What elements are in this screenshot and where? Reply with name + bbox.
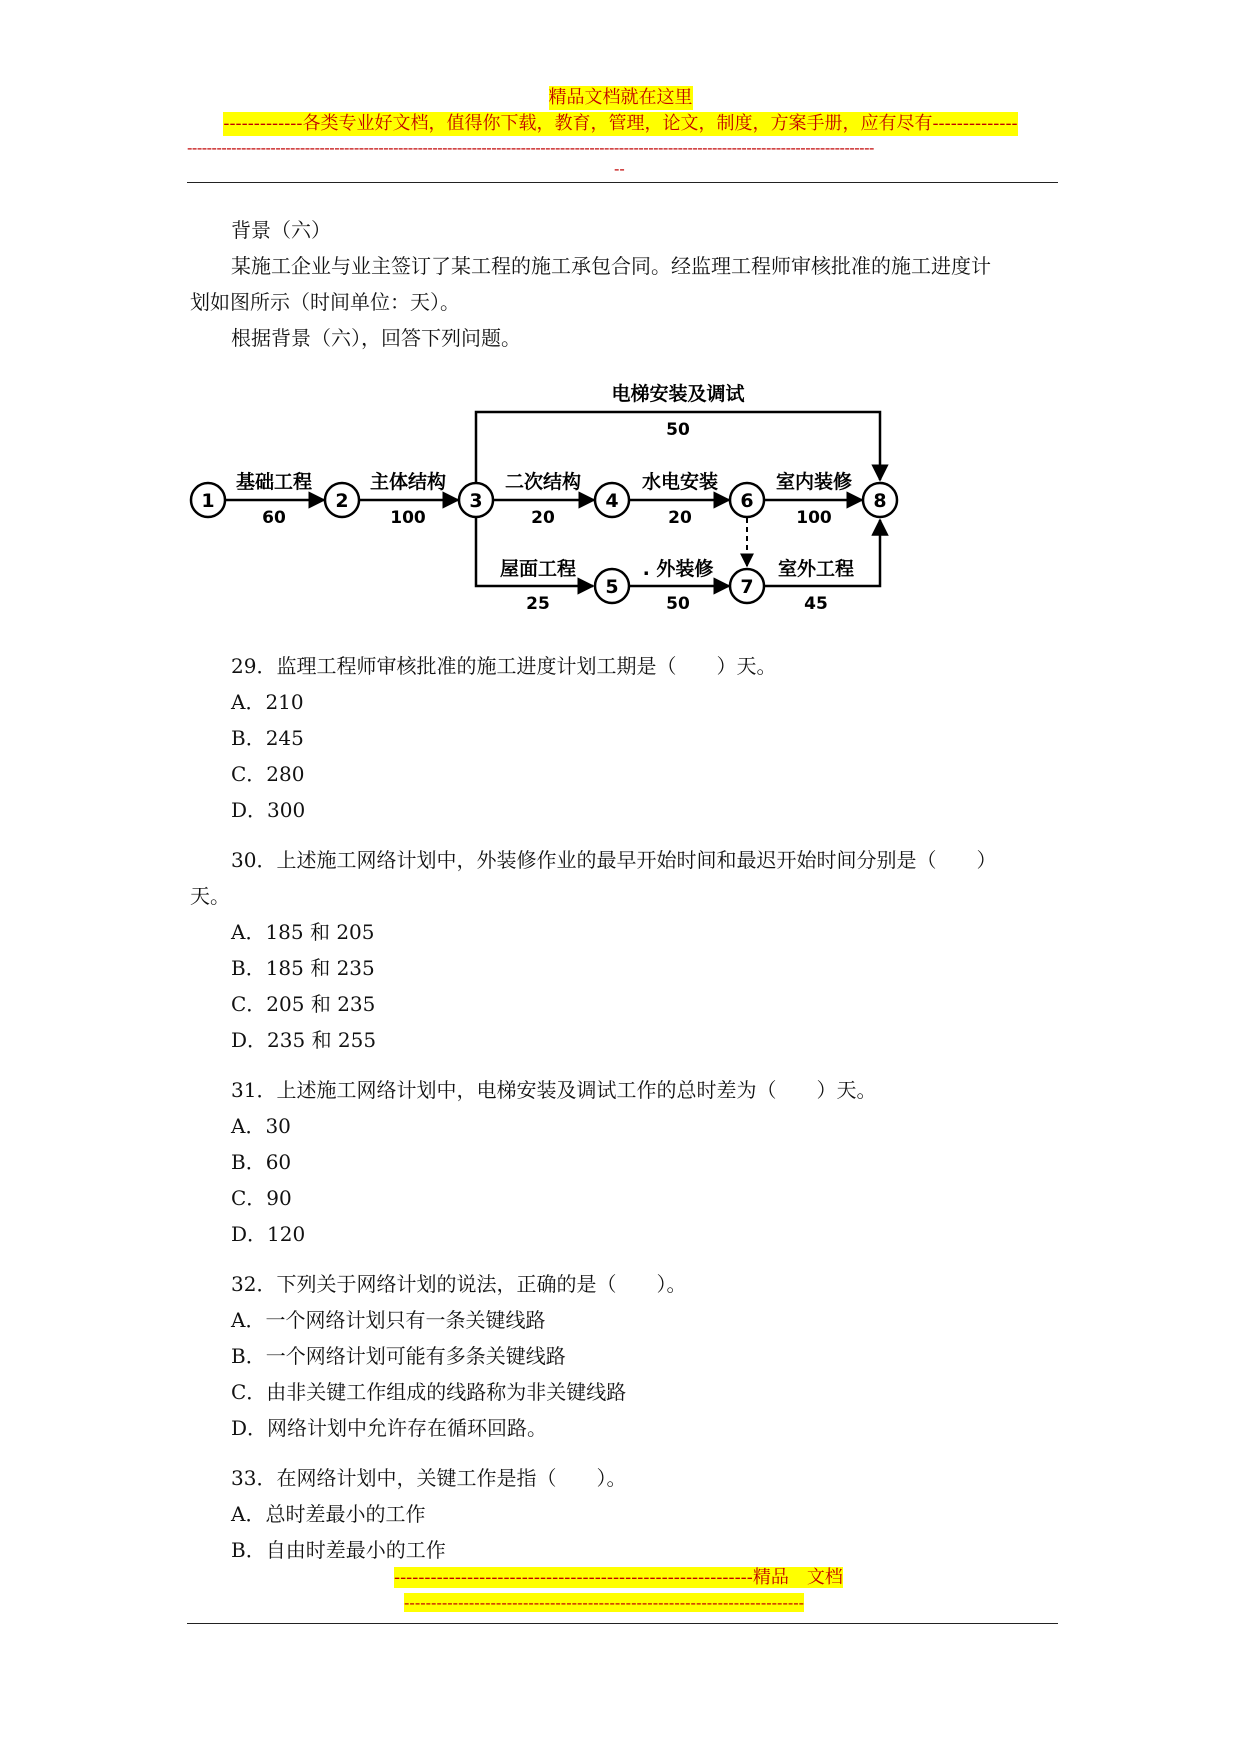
question-29-option: A．210 [231, 690, 304, 714]
activity-duration-7-8: 45 [804, 594, 828, 614]
question-32-stem: 32．下列关于网络计划的说法，正确的是（ ）。 [231, 1272, 687, 1296]
activity-name-3-4: 二次结构 [504, 471, 582, 493]
node-1 [191, 483, 225, 517]
activity-duration-3-4: 20 [531, 508, 555, 528]
question-30-option: D．235 和 255 [231, 1028, 377, 1052]
activity-duration-1-2: 60 [262, 508, 286, 528]
activity-name-6-8: 室内装修 [775, 471, 853, 493]
node-8 [863, 483, 897, 517]
background-title: 背景（六） [231, 218, 331, 242]
activity-duration-5-7: 50 [666, 594, 690, 614]
svg-text:8: 8 [873, 490, 887, 512]
activity-name-2-3: 主体结构 [369, 471, 447, 493]
svg-text:3: 3 [469, 490, 483, 512]
svg-text:1: 1 [201, 490, 215, 512]
node-4 [595, 483, 629, 517]
network-diagram [186, 380, 926, 620]
question-32-option: A．一个网络计划只有一条关键线路 [231, 1308, 546, 1332]
header-dash-tail: -- [614, 159, 625, 178]
page-header [0, 86, 1241, 136]
question-33-option: A．总时差最小的工作 [231, 1502, 426, 1526]
footer-line-2: -------------------------------------------------------------------------- [404, 1593, 805, 1612]
header-rule [187, 182, 1058, 183]
question-32-option: C．由非关键工作组成的线路称为非关键线路 [231, 1380, 627, 1404]
question-30-stem-cont: 天。 [190, 884, 230, 908]
svg-text:5: 5 [605, 576, 619, 598]
background-line-1: 某施工企业与业主签订了某工程的施工承包合同。经监理工程师审核批准的施工进度计 [231, 254, 991, 278]
activity-duration-3-8: 50 [666, 420, 690, 440]
question-33-stem: 33．在网络计划中，关键工作是指（ ）。 [231, 1466, 627, 1490]
activity-name-5-7: . 外装修 [642, 558, 714, 580]
header-title: 精品文档就在这里 [548, 87, 693, 108]
node-7 [730, 569, 764, 603]
question-31-stem: 31．上述施工网络计划中，电梯安装及调试工作的总时差为（ ）天。 [231, 1078, 877, 1102]
svg-text:7: 7 [740, 576, 754, 598]
question-31-option: B．60 [231, 1150, 292, 1174]
question-30-option: A．185 和 205 [231, 920, 375, 944]
question-30-option: B．185 和 235 [231, 956, 375, 980]
header-dash-line: -------------------------------------------------------------------------------------------------------------------------------------------- [187, 138, 874, 157]
question-32-option: D．网络计划中允许存在循环回路。 [231, 1416, 548, 1440]
footer-rule [187, 1623, 1058, 1624]
footer-line-1: -----------------------------------------------------------精品 文档 [394, 1567, 843, 1588]
question-29-stem: 29．监理工程师审核批准的施工进度计划工期是（ ）天。 [231, 654, 777, 678]
svg-text:2: 2 [335, 490, 349, 512]
node-6 [730, 483, 764, 517]
activity-name-7-8: 室外工程 [777, 558, 855, 580]
svg-text:6: 6 [740, 490, 754, 512]
background-line-2: 划如图所示（时间单位：天）。 [190, 290, 460, 314]
node-2 [325, 483, 359, 517]
question-31-option: A．30 [231, 1114, 291, 1138]
question-30-stem: 30．上述施工网络计划中，外装修作业的最早开始时间和最迟开始时间分别是（ ） [231, 848, 997, 872]
question-29-option: D．300 [231, 798, 306, 822]
activity-duration-4-6: 20 [668, 508, 692, 528]
question-32-option: B．一个网络计划可能有多条关键线路 [231, 1344, 566, 1368]
activity-name-3-8: 电梯安装及调试 [611, 383, 745, 405]
node-3 [459, 483, 493, 517]
activity-duration-2-3: 100 [390, 508, 426, 528]
activity-name-3-5: 屋面工程 [499, 558, 577, 580]
activity-duration-3-5: 25 [526, 594, 550, 614]
header-subtitle: -------------各类专业好文档，值得你下载，教育，管理，论文，制度，方案手册，应有尽有-------------- [223, 113, 1018, 134]
question-31-option: C．90 [231, 1186, 292, 1210]
question-29-option: C．280 [231, 762, 305, 786]
background-line-3: 根据背景（六），回答下列问题。 [231, 326, 521, 350]
question-33-option: B．自由时差最小的工作 [231, 1538, 446, 1562]
activity-name-1-2: 基础工程 [235, 471, 313, 493]
question-29-option: B．245 [231, 726, 304, 750]
node-5 [595, 569, 629, 603]
activity-duration-6-8: 100 [796, 508, 832, 528]
question-31-option: D．120 [231, 1222, 306, 1246]
activity-name-4-6: 水电安装 [641, 471, 719, 493]
svg-text:4: 4 [605, 490, 619, 512]
question-30-option: C．205 和 235 [231, 992, 376, 1016]
